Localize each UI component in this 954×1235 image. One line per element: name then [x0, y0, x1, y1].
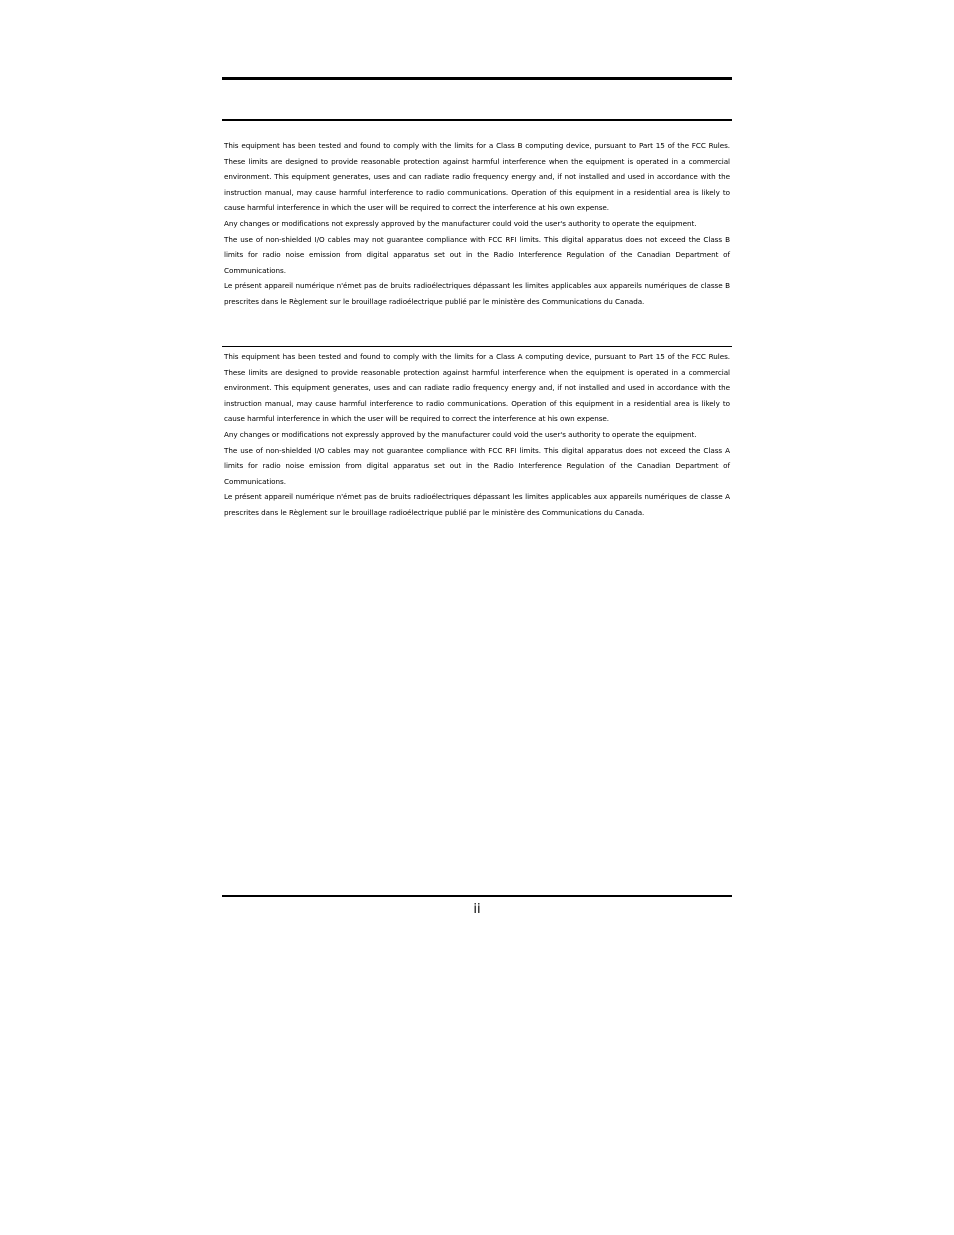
header-rule-thick [222, 77, 732, 80]
class-b-fcc-paragraph: This equipment has been tested and found to comply with the limits for a Class B computing device, pursuant to Part 15 of the FCC Rules. These limits are designed to provide reasonable protection against harmful interference when the equipment is operated in a commercial environment. This equipment generates, uses and can radiate radio frequency energy and, if not installed and used in accordance with the instruction manual, may cause harmful interference to radio communications. Operation of this equipment in a residential area is likely to cause harmful interference in which the user will be required to correct the interference at his own expense. [224, 141, 730, 213]
class-b-cables-paragraph: The use of non-shielded I/O cables may not guarantee compliance with FCC RFI limits. This digital apparatus does not exceed the Class B limits for radio noise emission from digital apparatus set out in the Radio Interference Regulation of the Canadian Department of Communications. [224, 234, 730, 275]
class-b-modifications-paragraph: Any changes or modifications not expressly approved by the manufacturer could void the user's authority to operate the equipment. [224, 218, 697, 228]
class-b-notice [224, 138, 730, 310]
class-b-french-paragraph: Le présent appareil numérique n'émet pas de bruits radioélectriques dépassant les limites applicables aux appareils numériques de classe B prescrites dans le Règlement sur le brouillage radioélectrique publié par le ministère des Communications du Canada. [224, 281, 730, 306]
class-a-cables-paragraph: The use of non-shielded I/O cables may not guarantee compliance with FCC RFI limits. This digital apparatus does not exceed the Class A limits for radio noise emission from digital apparatus set out in the Radio Interference Regulation of the Canadian Department of Communications. [224, 445, 730, 486]
class-a-notice [224, 349, 730, 521]
section-divider-rule [222, 346, 732, 347]
footer-rule [222, 895, 732, 897]
header-rule-thin [222, 119, 732, 121]
page-number: ii [473, 902, 481, 917]
class-a-french-paragraph: Le présent appareil numérique n'émet pas de bruits radioélectriques dépassant les limites applicables aux appareils numériques de classe A prescrites dans le Règlement sur le brouillage radioélectrique publié par le ministère des Communications du Canada. [224, 492, 730, 517]
class-a-modifications-paragraph: Any changes or modifications not expressly approved by the manufacturer could void the user's authority to operate the equipment. [224, 429, 697, 439]
class-a-fcc-paragraph: This equipment has been tested and found to comply with the limits for a Class A computing device, pursuant to Part 15 of the FCC Rules. These limits are designed to provide reasonable protection against harmful interference when the equipment is operated in a commercial environment. This equipment generates, uses and can radiate radio frequency energy and, if not installed and used in accordance with the instruction manual, may cause harmful interference to radio communications. Operation of this equipment in a residential area is likely to cause harmful interference in which the user will be required to correct the interference at his own expense. [224, 352, 730, 424]
